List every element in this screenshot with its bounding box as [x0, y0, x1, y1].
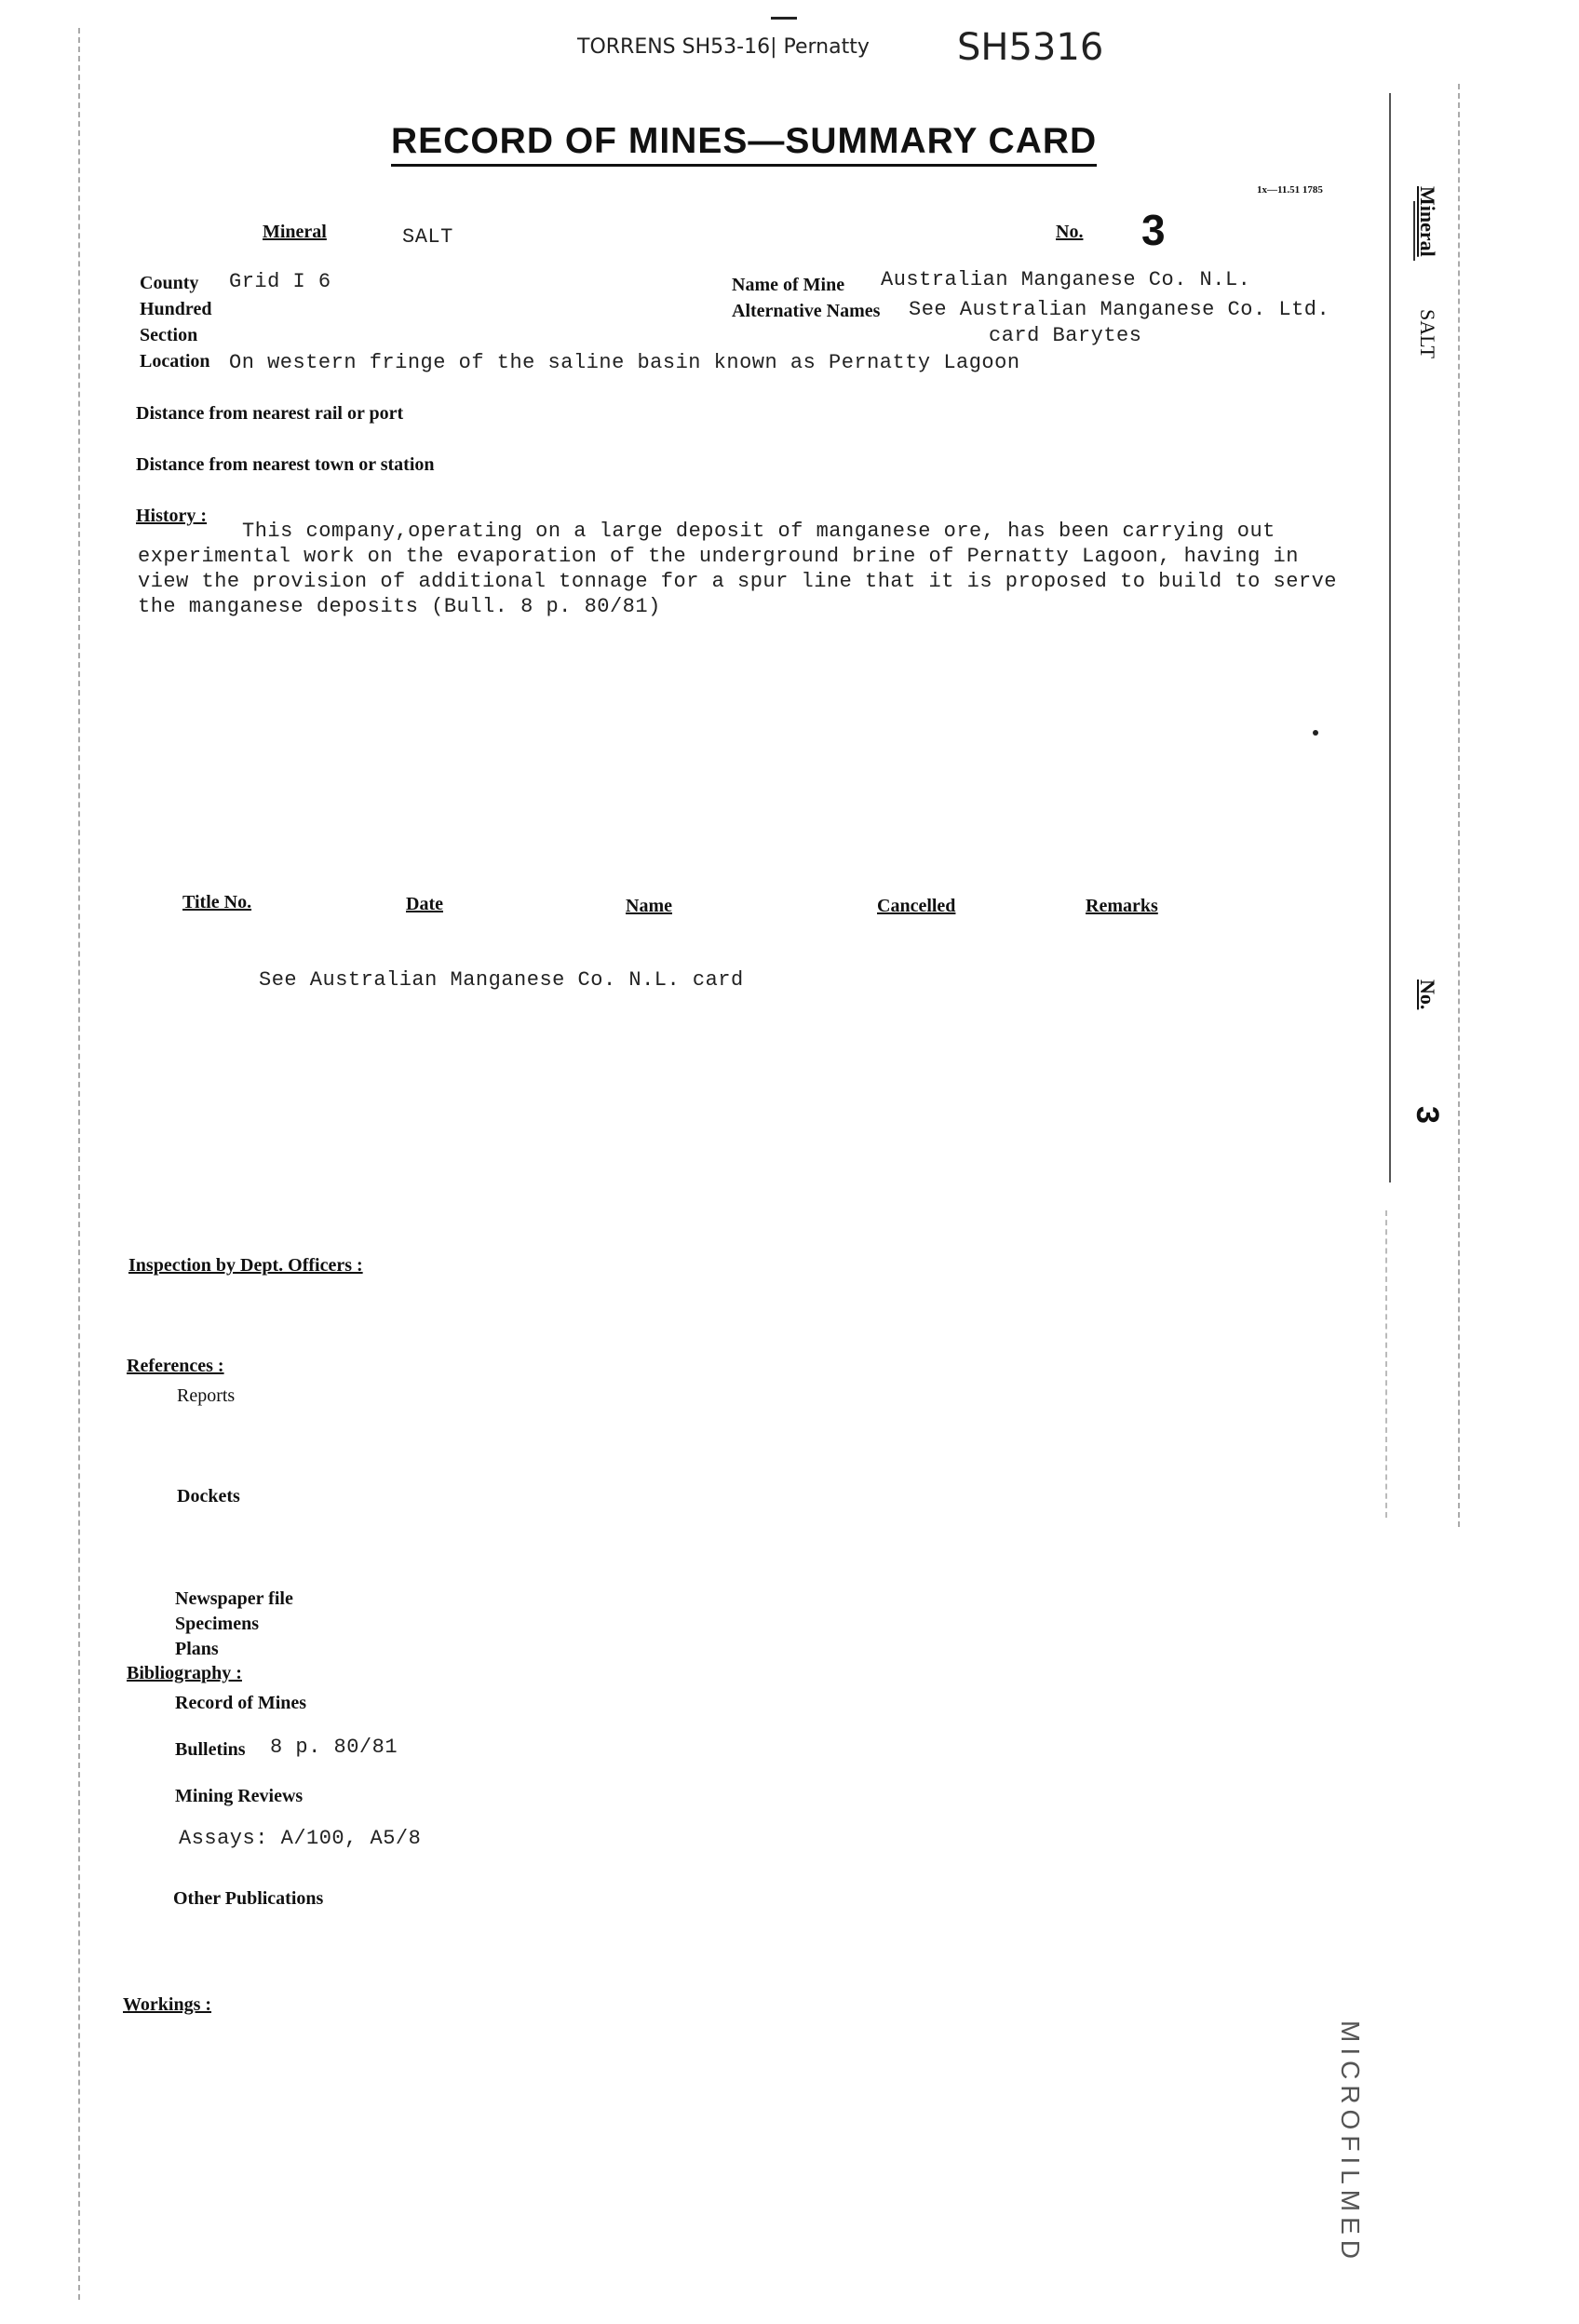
references-reports: Reports	[177, 1385, 236, 1406]
side-tab-number-value: 3	[1410, 1106, 1445, 1124]
alt-names-value-1: See Australian Manganese Co. Ltd.	[909, 298, 1330, 321]
bibliography-mining-reviews: Mining Reviews	[175, 1786, 304, 1806]
sheet-code: SH5316	[957, 26, 1104, 69]
mine-name-label: Name of Mine	[732, 275, 845, 295]
history-line: experimental work on the evaporation of the underground brine of Pernatty Lagoon, having in	[138, 545, 1299, 568]
references-dockets: Dockets	[177, 1486, 240, 1507]
hundred-label: Hundred	[140, 299, 212, 319]
references-plans: Plans	[175, 1639, 219, 1659]
section-label: Section	[140, 325, 198, 345]
distance-rail-label: Distance from nearest rail or port	[136, 403, 404, 424]
print-code: 1x—11.51 1785	[1257, 184, 1323, 196]
right-scan-edge	[1458, 84, 1460, 1527]
side-tab-divider	[1413, 201, 1415, 261]
side-tab-edge	[1389, 93, 1391, 1182]
county-value: Grid I 6	[229, 270, 331, 293]
location-value: On western fringe of the saline basin known as Pernatty Lagoon	[229, 351, 1020, 374]
bibliography-label: Bibliography :	[127, 1663, 242, 1683]
inspection-label: Inspection by Dept. Officers :	[128, 1255, 363, 1276]
table-header-remarks: Remarks	[1086, 896, 1158, 916]
alt-names-label: Alternative Names	[732, 301, 881, 321]
table-note: See Australian Manganese Co. N.L. card	[259, 968, 744, 992]
ink-speck	[1313, 730, 1318, 736]
page-title: RECORD OF MINES—SUMMARY CARD	[391, 121, 1097, 167]
bibliography-bulletins-value: 8 p. 80/81	[270, 1736, 398, 1759]
county-label: County	[140, 273, 199, 293]
table-header-date: Date	[406, 894, 443, 914]
header-mark	[771, 17, 797, 20]
table-header-name: Name	[626, 896, 672, 916]
side-tab-mineral-value: SALT	[1416, 309, 1439, 358]
references-label: References :	[127, 1356, 224, 1376]
bibliography-other-publications: Other Publications	[173, 1888, 324, 1909]
side-tab-number-label: No.	[1416, 980, 1439, 1010]
history-line: This company,operating on a large deposit of manganese ore, has been carrying out	[242, 520, 1275, 543]
number-value: 3	[1141, 206, 1166, 254]
mineral-value: SALT	[402, 225, 453, 249]
handwritten-reference: TORRENS SH53-16| Pernatty	[577, 35, 870, 59]
alt-names-value-2: card Barytes	[989, 324, 1142, 347]
left-scan-edge	[78, 28, 80, 2300]
history-line: view the provision of additional tonnage for a spur line that it is proposed to build to serve	[138, 570, 1338, 593]
references-specimens: Specimens	[175, 1614, 259, 1634]
bibliography-bulletins-label: Bulletins	[175, 1739, 246, 1760]
mine-name-value: Australian Manganese Co. N.L.	[881, 268, 1251, 291]
number-label: No.	[1056, 222, 1084, 242]
table-header-title-no: Title No.	[182, 892, 252, 912]
location-label: Location	[140, 351, 210, 372]
bibliography-assays: Assays: A/100, A5/8	[179, 1827, 422, 1850]
microfilm-stamp: MICROFILMED	[1336, 2020, 1365, 2264]
distance-town-label: Distance from nearest town or station	[136, 454, 435, 475]
history-label: History :	[136, 506, 208, 526]
right-scan-edge-lower	[1385, 1210, 1387, 1518]
table-header-cancelled: Cancelled	[877, 896, 956, 916]
workings-label: Workings :	[123, 1994, 212, 2015]
bibliography-record-of-mines: Record of Mines	[175, 1693, 307, 1713]
history-line: the manganese deposits (Bull. 8 p. 80/81)	[138, 595, 661, 618]
side-tab-mineral-label: Mineral	[1416, 186, 1439, 257]
references-newspaper-file: Newspaper file	[175, 1588, 293, 1609]
mineral-label: Mineral	[263, 222, 327, 242]
